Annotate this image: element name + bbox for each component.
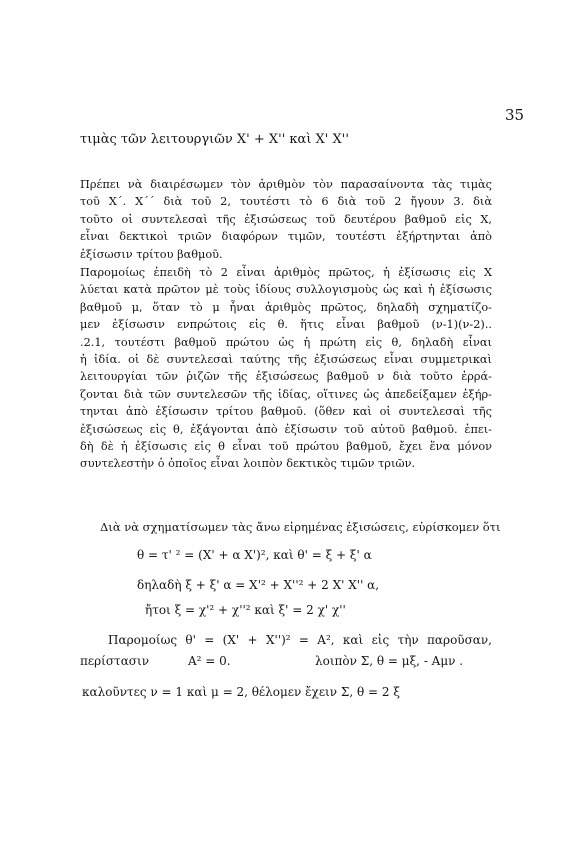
paragraph-1	[80, 176, 492, 263]
text-line: λύεται κατὰ πρῶτον μὲ τοὺς ἰδίους συλλογισμοὺς ὡς καὶ ἡ ἐξίσωσις	[80, 283, 492, 297]
text-line: συντελεστὴν ὁ ὁποῖος εἶναι λοιπὸν δεκτικὸς τιμῶν τριῶν.	[80, 457, 416, 471]
page-number: 35	[505, 106, 525, 124]
equation-3: ἤτοι ξ = χ'² + χ''² καὶ ξ' = 2 χ' χ''	[145, 603, 346, 617]
text-line: τοῦτο οἱ συντελεσαὶ τῆς ἐξισώσεως τοῦ δευτέρου βαθμοῦ εἰς X,	[80, 212, 492, 226]
text-line: ἐξισώσεως εἰς θ, ἐξάγονται ἀπὸ ἐξίσωσιν τοῦ αὐτοῦ βαθμοῦ. ἐπει-	[80, 422, 492, 436]
text-line: τηνται ἀπὸ ἐξίσωσιν τρίτου βαθμοῦ. (ὅθεν καὶ οἱ συντελεσαὶ τῆς	[80, 405, 492, 419]
equation-5-right: λοιπὸν Σ, θ = μξ, - Aμν .	[315, 654, 464, 668]
text-line: ἐξίσωσιν τρίτου βαθμοῦ.	[80, 247, 223, 261]
equation-5-mid: A² = 0.	[188, 654, 231, 668]
text-line: Πρέπει νὰ διαιρέσωμεν τὸν ἀριθμὸν τὸν παρασαίνοντα τὰς τιμὰς	[80, 178, 492, 191]
paragraph-2	[80, 264, 492, 473]
text-line: .2.1, τουτέστι βαθμοῦ πρώτου ὡς ἡ πρώτη εἰς θ, δηλαδὴ εἶναι	[80, 335, 492, 349]
equation-1: θ = τ' ² = (X' + α X')², καὶ θ' = ξ + ξ' α	[137, 548, 372, 562]
text-line: δὴ δὲ ἡ ἐξίσωσις εἰς θ εἶναι τοῦ πρώτου βαθμοῦ, ἔχει ἕνα μόνον	[80, 440, 492, 454]
equation-intro: Διὰ νὰ σχηματίσωμεν τὰς ἄνω εἰρημένας ἐξισώσεις, εὑρίσκομεν ὅτι	[100, 520, 501, 534]
text-line: Παρομοίως ἐπειδὴ τὸ 2 εἶναι ἀριθμὸς πρῶτος, ἡ ἐξίσωσις εἰς X	[80, 266, 492, 279]
text-line: λειτουργίαι τῶν ῥιζῶν τῆς ἐξισώσεως βαθμοῦ ν διὰ τοῦτο ἐρρά-	[80, 370, 492, 384]
text-line: ζονται διὰ τῶν συντελεσῶν τῆς ἰδίας, οἵτινες ὡς ἀπεδείξαμεν ἐξήρ-	[80, 387, 492, 401]
equation-6: καλοῦντες ν = 1 καὶ μ = 2, θέλομεν ἔχειν Σ, θ = 2 ξ	[82, 685, 400, 699]
text-line: βαθμοῦ μ, ὅταν τὸ μ ἦναι ἀριθμὸς πρῶτος, δηλαδὴ σχηματίζο-	[80, 300, 492, 314]
heading-line: τιμὰς τῶν λειτουργιῶν X' + X'' καὶ X' X''	[80, 132, 349, 147]
text-line: εἶναι δεκτικοὶ τριῶν διαφόρων τιμῶν, τουτέστι ἐξήρτηνται ἀπὸ	[80, 230, 492, 244]
equation-5-left: περίστασιν	[80, 654, 149, 668]
equation-2: δηλαδὴ ξ + ξ' α = X'² + X''² + 2 X' X'' α,	[137, 578, 380, 592]
text-line: τοῦ X΄. X΄΄ διὰ τοῦ 2, τουτέστι τὸ 6 διὰ τοῦ 2 ἤγουν 3. διὰ	[80, 195, 492, 209]
equation-4: Παρομοίως θ' = (X' + X'')² = A², καὶ εἰς τὴν παροῦσαν,	[108, 633, 492, 647]
text-line: μεν ἐξίσωσιν ενπρώτοις εἰς θ. ἥτις εἶναι βαθμοῦ (ν-1)(ν-2)..	[80, 318, 492, 332]
text-line: ἡ ἰδία. οἱ δὲ συντελεσαὶ ταύτης τῆς ἐξισώσεως εἶναι συμμετρικαὶ	[80, 353, 492, 367]
